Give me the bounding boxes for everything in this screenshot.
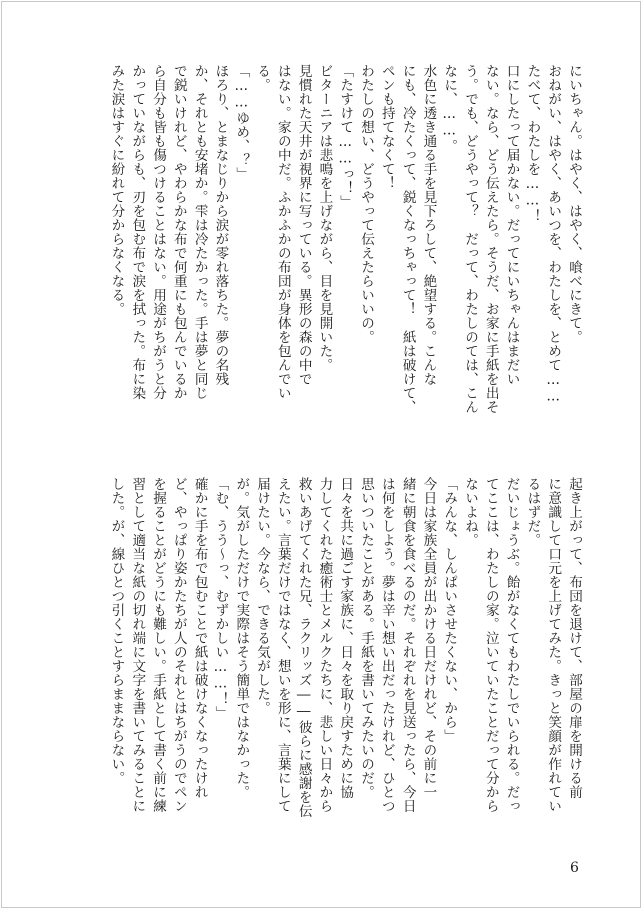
text-line: なに、……。 <box>441 64 458 153</box>
text-line: は何をしよう。夢は辛い想い出だったけれど、ひとつ <box>378 477 395 813</box>
text-line: 確かに手を布で包むことで紙は破けなくなったけれ <box>191 477 208 799</box>
text-line: ほろり、とまなじりから涙が零れ落ちた。夢の名残 <box>212 64 229 386</box>
text-line: 「みんな、しんぱいさせたくない、から」 <box>441 477 458 743</box>
text-line: ビターニアは悲鳴を上げながら、目を見開いた。 <box>316 64 333 372</box>
text-line: 「たすけて……っ！」 <box>337 64 354 209</box>
text-line: 水色に透き通る手を見下ろして、絶望する。こんな <box>420 64 437 386</box>
text-line: 今日は家族全員が出かける日だけれど、その前に一 <box>420 477 437 799</box>
text-line: が。気がしただけで実際はそう簡単ではなかった。 <box>233 477 250 799</box>
text-line: 起き上がって、布団を退けて、部屋の扉を開ける前 <box>566 477 582 799</box>
text-line: る。 <box>254 64 271 92</box>
text-line: 「む、うう～っ、むずかしい……！」 <box>212 477 229 720</box>
text-line: おねがい、はやく、あいつを、わたしを、とめて…… <box>545 64 562 405</box>
text-line: 日々を共に過ごす家族に、日々を取り戻すために協 <box>337 477 354 799</box>
text-line: 力してくれた癒術士とメルクたちに、悲しい日々から <box>316 477 333 813</box>
text-line: で鋭いけれど、やわらかな布で何重にも包んでいるか <box>170 64 187 400</box>
text-line: ど、やっぱり姿かたちが人のそれとはちがうのでペン <box>170 477 187 813</box>
text-line: 口にしたって届かない。だってにいちゃんはまだい <box>503 64 520 386</box>
text-line: を握ることがどうにも難しい。手紙として書く前に練 <box>150 477 167 813</box>
text-line: 緒に朝食を食べるのだ。それぞれを見送ったら、今日 <box>399 477 416 813</box>
text-line: 「……ゆめ、？」 <box>233 64 250 181</box>
text-line: わたしの想い、どうやって伝えたらいいの。 <box>358 64 375 344</box>
text-line: ないよね。 <box>462 477 479 547</box>
text-line: みた涙はすぐに紛れて分からなくなる。 <box>108 64 125 316</box>
page-number: 6 <box>570 860 579 876</box>
text-line: した。が、線ひとつ引くことすらままならない。 <box>108 477 125 785</box>
text-line: か、それとも安堵か。雫は冷たかった。手は夢と同じ <box>191 64 208 400</box>
text-line: だいじょうぶ。飴がなくてもわたしでいられる。だっ <box>503 477 520 813</box>
text-line: えたい。言葉だけではなく、想いを形に、言葉にして <box>274 477 291 813</box>
text-line: ペンも持てなくて！ <box>378 64 395 190</box>
text-line: てここは、わたしの家。泣いていたことだって分から <box>482 477 499 813</box>
text-line: るはずだ。 <box>524 477 541 547</box>
upper-text-column <box>108 64 584 449</box>
text-line: かっていながらも、刃を包む布で涙を拭った。布に染 <box>129 64 146 400</box>
text-line: ない。なら、どう伝えたら。そうだ、お家に手紙を出そ <box>482 64 499 414</box>
text-line: に意識して口元を上げてみた。きっと笑顔が作れてい <box>545 477 562 813</box>
text-line: 思いついたことがある。手紙を書いてみたいのだ。 <box>358 477 375 799</box>
text-line: はない。家の中だ。ふかふかの布団が身体を包んでい <box>274 64 291 400</box>
text-line: ら自分も皆も傷つけることはない。用途がちがうと分 <box>150 64 167 400</box>
text-line: う。でも、どうやって？ だって、わたしのては、こん <box>462 64 479 414</box>
lower-text-column <box>108 477 584 862</box>
text-line: にも、冷たくって、鋭くなっちゃって！ 紙は破けて、 <box>399 64 416 414</box>
text-line: にいちゃん。はやく、はやく、喰べにきて。 <box>566 64 582 344</box>
text-line: 見慣れた天井が視界に写っている。異形の森の中で <box>295 64 312 386</box>
text-line: 習として適当な紙の切れ端に文字を書いてみることに <box>129 477 146 813</box>
text-line: 救いあげてくれた兄、ラクリッズ――彼らに感謝を伝 <box>295 477 312 818</box>
text-line: たべて、わたしを……！ <box>524 64 541 223</box>
text-line: 届けたい。今なら、できる気がした。 <box>254 477 271 715</box>
